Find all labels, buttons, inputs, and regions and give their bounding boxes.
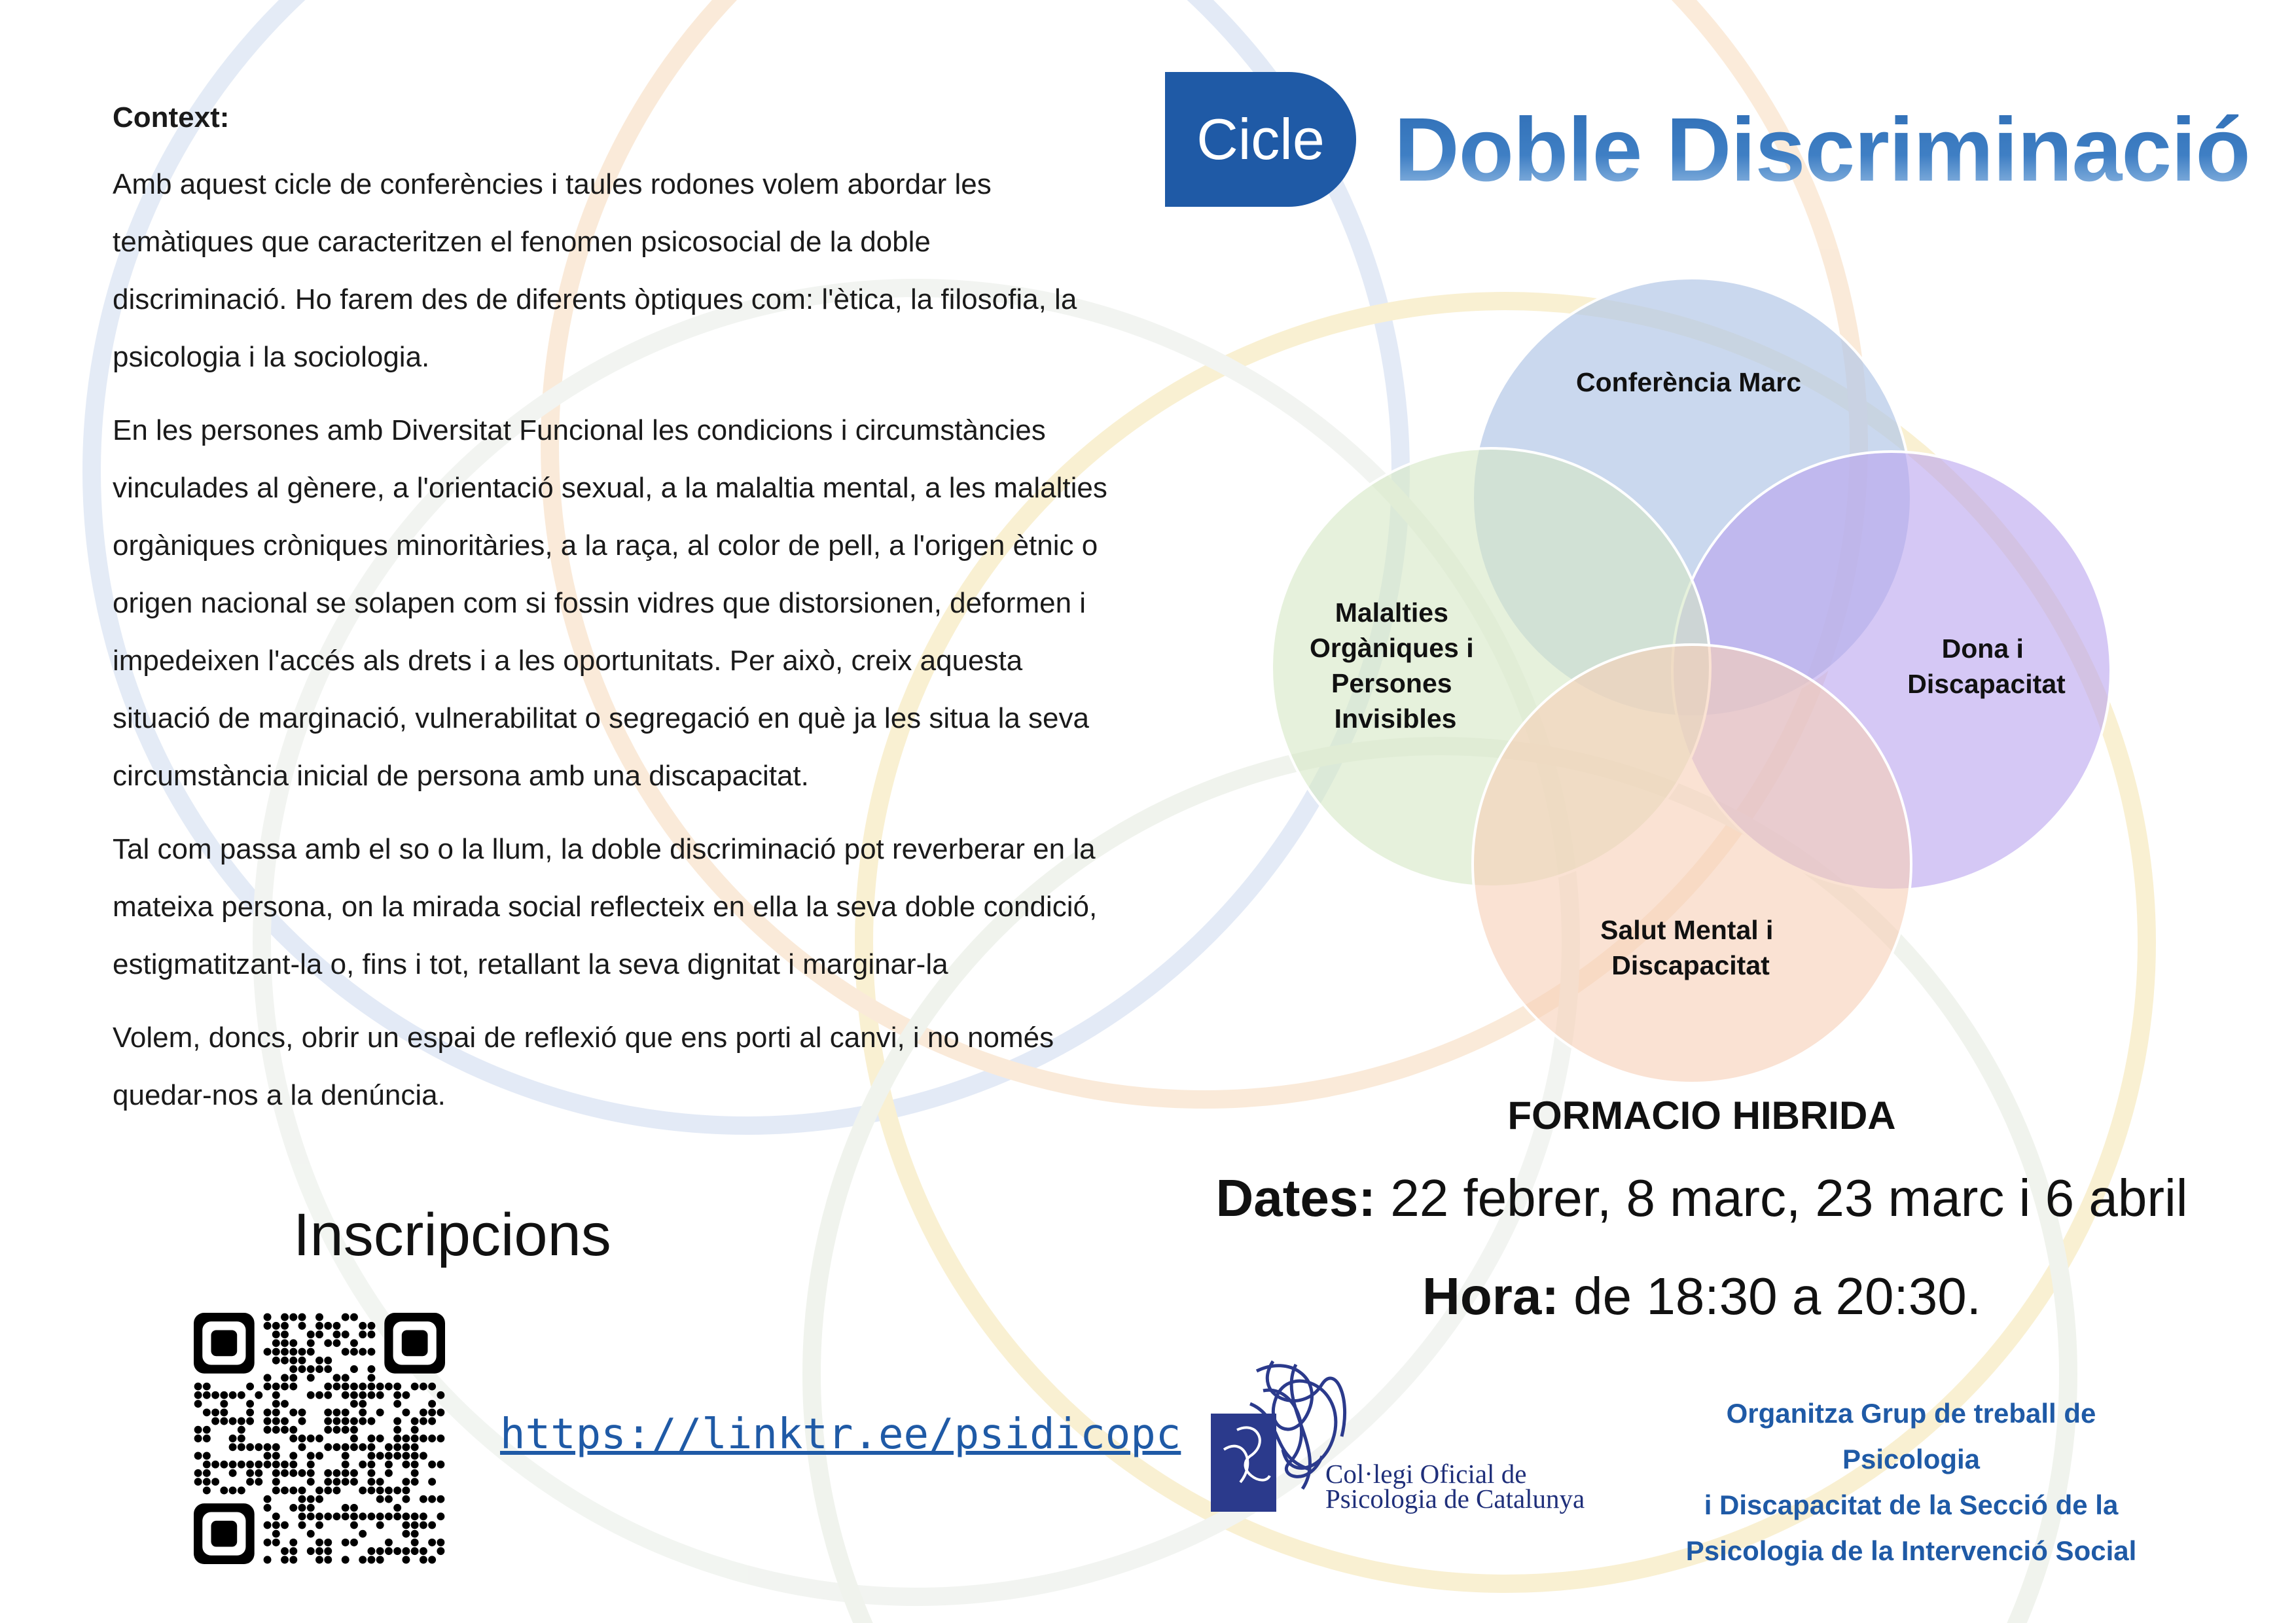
registration-heading: Inscripcions [293,1202,611,1268]
context-paragraph: En les persones amb Diversitat Funcional les condicions i circumstàncies vinculades al gènere, a l'orientació sexual, a la malaltia mental, a les malalties orgàniques cròniques minoritàries, a la raça, al color de pell, a l'origen ètnic o origen nacional se solapen com si fossin vidres que distorsionen, deformen i impedeixen l'accés als drets i a les oportunitats. Per això, creix aquesta situació de marginació, vulnerabilitat o segregació en què ja les situa la seva circumstància inicial de persona amb una discapacitat. [113,414,1107,792]
time-line [1178,1266,2225,1327]
venn-circle-bottom [1473,645,1911,1083]
cop-logo-line1: Col·legi Oficial de [1325,1459,1527,1489]
context-paragraph: Amb aquest cicle de conferències i taules rodones volem abordar les temàtiques que caracteritzen el fenomen psicosocial de la doble discriminació. Ho farem des de diferents òptiques com: l'ètica, la filosofia, la psicologia i la sociologia. [113,168,1077,373]
organizer-block [1662,1391,2160,1574]
venn-label-right: Dona i Discapacitat [1907,633,2066,699]
cop-logo [1211,1358,1604,1522]
time-value: de 18:30 a 20:30. [1558,1267,1981,1325]
organizer-line: Organitza Grup de treball de Psicologia [1726,1398,2096,1474]
context-section [113,98,1107,1140]
dates-line [1178,1168,2225,1228]
format-label: FORMACIO HIBRIDA [1507,1094,1896,1137]
cop-logo-line2: Psicologia de Catalunya [1325,1484,1585,1514]
venn-diagram [1270,275,2121,1086]
registration-link[interactable]: https://linktr.ee/psidicopc [500,1410,1181,1459]
context-heading: Context: [113,101,230,134]
qr-code-icon[interactable] [194,1313,445,1564]
organizer-line: i Discapacitat de la Secció de la [1704,1489,2119,1520]
dates-label: Dates: [1215,1169,1376,1227]
organizer-line: Psicologia de la Intervenció Social [1685,1535,2137,1566]
dates-value: 22 febrer, 8 marc, 23 marc i 6 abril [1376,1169,2188,1227]
title-block [1165,72,2250,209]
cicle-badge: Cicle [1165,72,1356,207]
cop-logo-text [1325,1459,1585,1514]
main-title: Doble Discriminació [1394,98,2250,202]
time-label: Hora: [1422,1267,1559,1325]
venn-label-bottom: Salut Mental i Discapacitat [1600,915,1774,980]
venn-label-left: Malalties Orgàniques i Persones Invisibles [1309,597,1474,734]
context-paragraph: Tal com passa amb el so o la llum, la doble discriminació pot reverberar en la mateixa persona, on la mirada social reflecteix en ella la seva doble condició, estigmatitzant-la o, fins i tot, retallant la seva dignitat i marginar-la [113,833,1098,980]
context-paragraph: Volem, doncs, obrir un espai de reflexió que ens porti al canvi, i no només quedar-nos a la denúncia. [113,1022,1054,1111]
venn-label-top: Conferència Marc [1575,367,1802,397]
